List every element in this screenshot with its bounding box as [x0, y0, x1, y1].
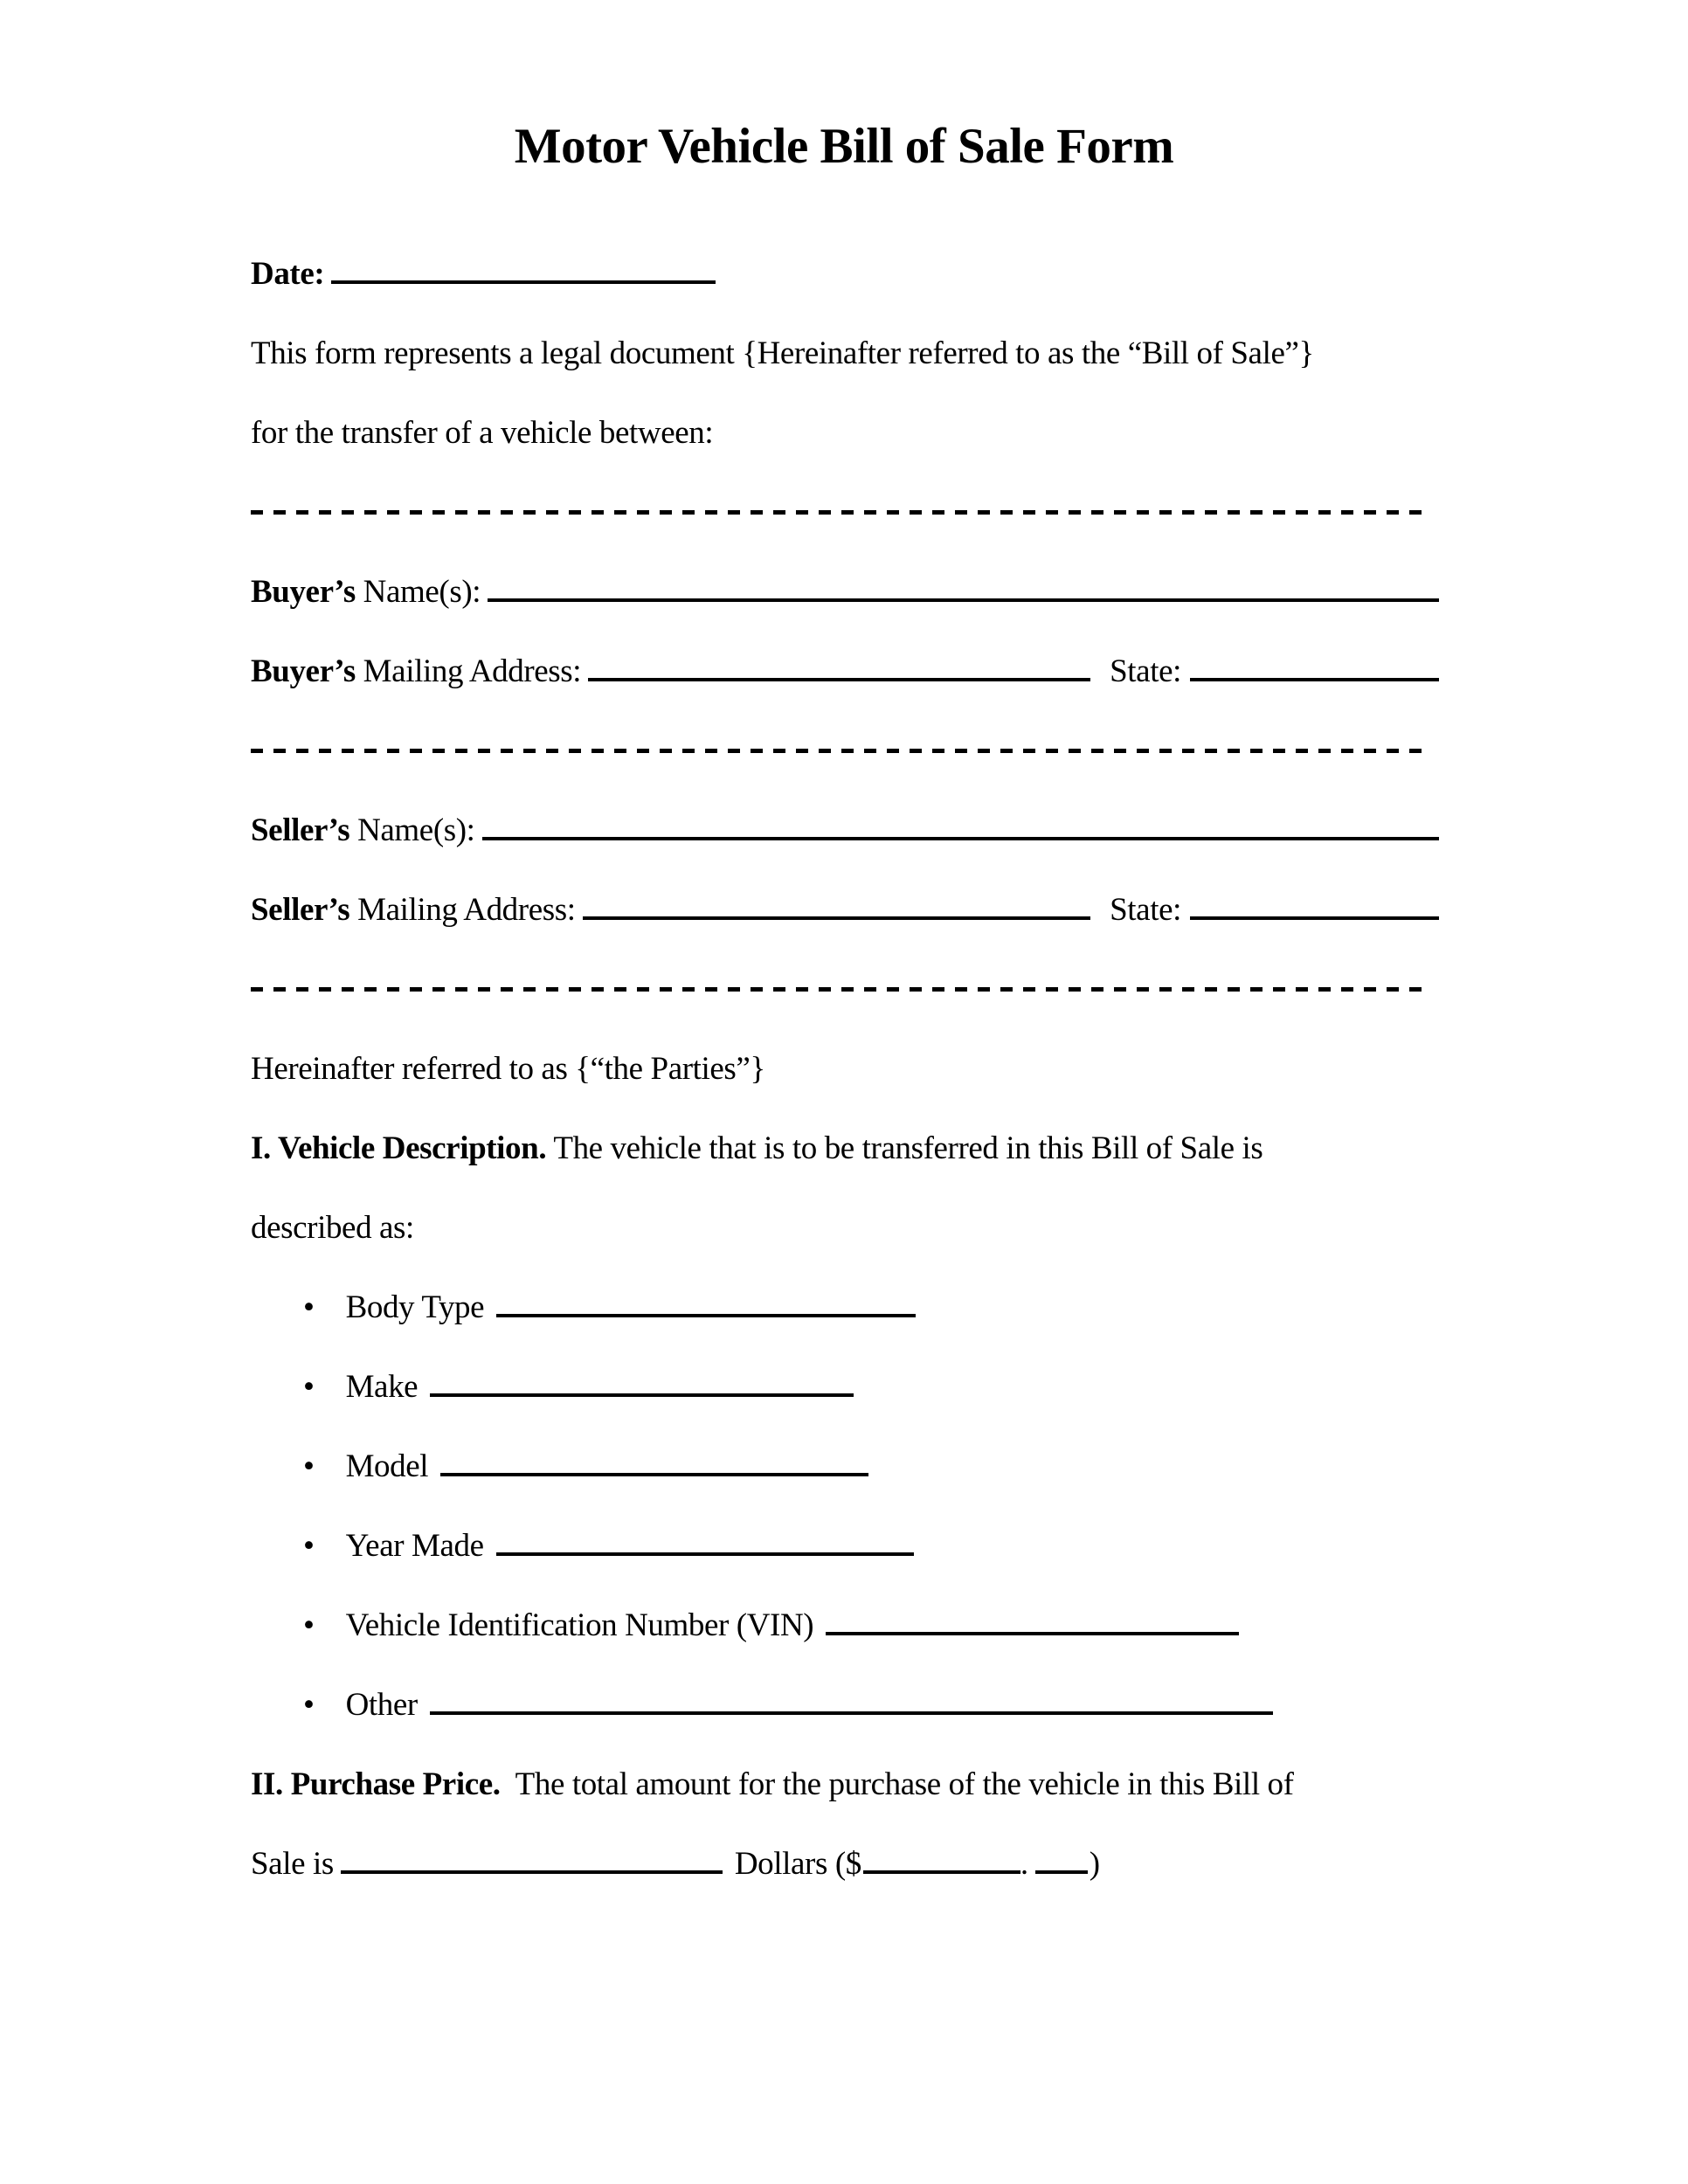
buyer-address-label: Mailing Address:: [355, 653, 582, 689]
dashed-divider: [251, 749, 1430, 753]
bullet-row-other: [251, 1665, 1439, 1745]
separator-row-1: [251, 473, 1439, 552]
bullet-icon: •: [303, 1528, 315, 1564]
buyer-name-row: [251, 552, 1439, 632]
seller-state-blank[interactable]: [1190, 890, 1439, 920]
seller-address-label-bold: Seller’s: [251, 892, 350, 928]
bullet-icon: •: [303, 1607, 315, 1643]
bullet-icon: •: [303, 1448, 315, 1484]
bullet-row-year-made: [251, 1506, 1439, 1586]
seller-name-blank[interactable]: [482, 811, 1439, 840]
intro-text-1: This form represents a legal document {Hereinafter referred to as the “Bill of Sale”}: [251, 335, 1314, 371]
model-blank[interactable]: [440, 1447, 868, 1476]
intro-line-1: [251, 314, 1439, 393]
year-made-blank[interactable]: [496, 1526, 914, 1556]
purchase-section-heading-row: [251, 1745, 1439, 1824]
parties-row: [251, 1029, 1439, 1109]
bullet-icon: •: [303, 1289, 315, 1325]
bullet-row-make: [251, 1347, 1439, 1427]
cents-blank[interactable]: [1035, 1844, 1088, 1874]
sale-amount-blank[interactable]: [341, 1844, 723, 1874]
date-blank[interactable]: [331, 254, 716, 284]
intro-line-2: [251, 393, 1439, 473]
buyer-address-row: [251, 632, 1439, 711]
separator-row-2: [251, 711, 1439, 791]
seller-state-label: State:: [1110, 892, 1181, 928]
make-blank[interactable]: [430, 1367, 854, 1397]
purchase-amount-row: [251, 1824, 1439, 1904]
seller-name-label-bold: Seller’s: [251, 812, 350, 848]
vehicle-section-text-2: described as:: [251, 1210, 414, 1246]
close-paren: ): [1089, 1846, 1100, 1882]
page-title: Motor Vehicle Bill of Sale Form: [514, 119, 1174, 174]
year-made-label: Year Made: [345, 1528, 484, 1564]
bullet-icon: •: [303, 1369, 315, 1405]
date-row: [251, 234, 1439, 314]
other-blank[interactable]: [430, 1685, 1273, 1715]
buyer-name-label: Name(s):: [355, 574, 481, 610]
dollars-label: Dollars ($: [734, 1846, 861, 1882]
buyer-name-label-bold: Buyer’s: [251, 574, 356, 610]
intro-text-2: for the transfer of a vehicle between:: [251, 415, 714, 451]
form-body: [251, 234, 1439, 1904]
dashed-divider: [251, 510, 1430, 515]
dollar-amount-blank[interactable]: [863, 1844, 1020, 1874]
seller-address-row: [251, 870, 1439, 950]
buyer-address-blank[interactable]: [588, 652, 1090, 681]
purchase-section-heading: II. Purchase Price.: [251, 1766, 501, 1802]
seller-name-label: Name(s):: [349, 812, 475, 848]
vin-label: Vehicle Identification Number (VIN): [345, 1607, 814, 1643]
vehicle-section-text-row: [251, 1188, 1439, 1268]
seller-address-blank[interactable]: [583, 890, 1091, 920]
buyer-address-label-bold: Buyer’s: [251, 653, 356, 689]
vehicle-section-heading-row: [251, 1109, 1439, 1188]
seller-address-label: Mailing Address:: [349, 892, 576, 928]
vehicle-section-text: The vehicle that is to be transferred in this Bill of Sale is: [546, 1130, 1263, 1166]
model-label: Model: [345, 1448, 429, 1484]
bullet-row-vin: [251, 1586, 1439, 1665]
separator-row-3: [251, 950, 1439, 1029]
parties-text: Hereinafter referred to as {“the Parties”}: [251, 1051, 765, 1087]
seller-name-row: [251, 791, 1439, 870]
date-label: Date:: [251, 256, 325, 292]
sale-is-label: Sale is: [251, 1846, 334, 1882]
bullet-row-body-type: [251, 1268, 1439, 1347]
purchase-section-text: The total amount for the purchase of the vehicle in this Bill of: [500, 1766, 1294, 1802]
vehicle-section-heading: I. Vehicle Description.: [251, 1130, 547, 1166]
bullet-icon: •: [303, 1687, 315, 1723]
vin-blank[interactable]: [826, 1606, 1239, 1635]
buyer-name-blank[interactable]: [488, 572, 1439, 602]
dashed-divider: [251, 987, 1430, 992]
buyer-state-blank[interactable]: [1190, 652, 1439, 681]
other-label: Other: [345, 1687, 418, 1723]
body-type-blank[interactable]: [496, 1288, 916, 1317]
bullet-row-model: [251, 1427, 1439, 1506]
decimal-point: .: [1020, 1846, 1028, 1882]
buyer-state-label: State:: [1110, 653, 1181, 689]
body-type-label: Body Type: [345, 1289, 485, 1325]
make-label: Make: [345, 1369, 419, 1405]
